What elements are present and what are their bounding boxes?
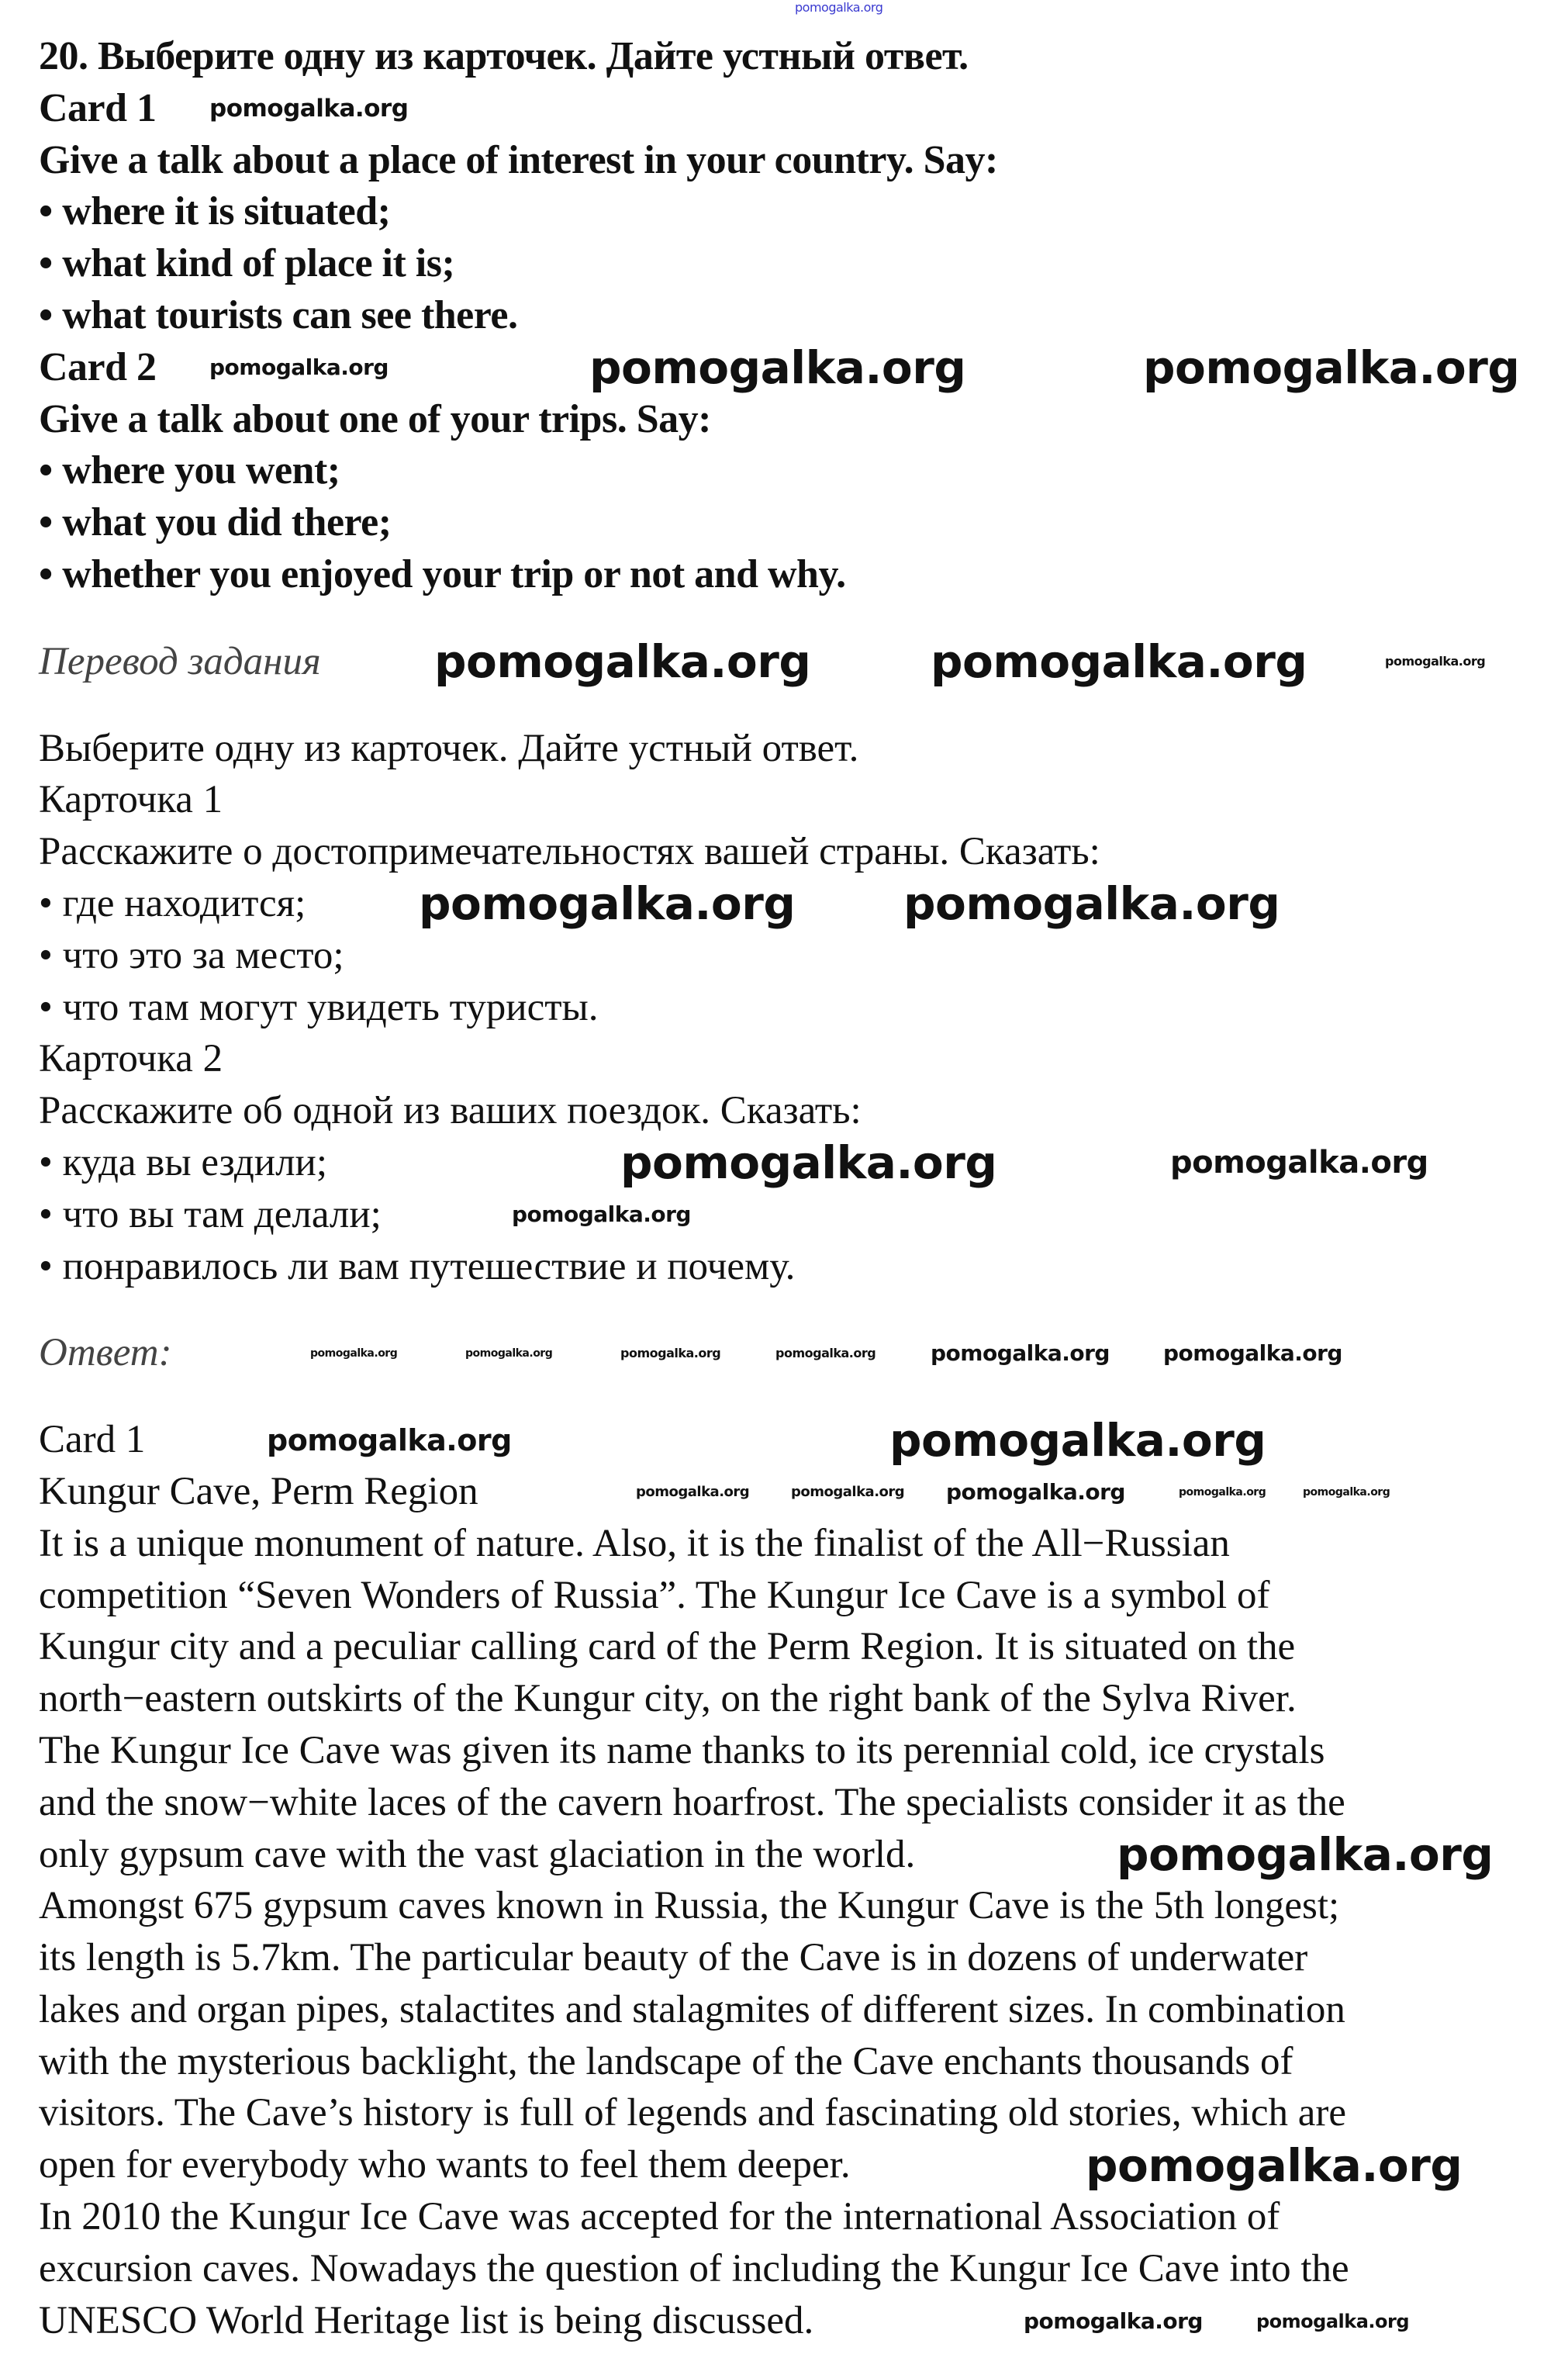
answer-line: with the mysterious backlight, the landscape of the Cave enchants thousands of: [39, 2039, 1293, 2083]
task-line: Card 2: [39, 344, 157, 389]
answer-line: excursion caves. Nowadays the question of including the Kungur Ice Cave into the: [39, 2246, 1349, 2290]
watermark: pomogalka.org: [512, 1201, 691, 1228]
task-line: Give a talk about a place of interest in your country. Say:: [39, 137, 998, 182]
watermark: pomogalka.org: [1143, 341, 1520, 395]
task-line: • what kind of place it is;: [39, 241, 455, 286]
watermark: pomogalka.org: [465, 1347, 553, 1360]
translation-line: Расскажите об одной из ваших поездок. Сказать:: [39, 1089, 862, 1133]
answer-line: open for everybody who wants to feel them deeper.: [39, 2143, 851, 2187]
answer-line: competition “Seven Wonders of Russia”. The Kungur Ice Cave is a symbol of: [39, 1573, 1270, 1617]
watermark: pomogalka.org: [1024, 2308, 1203, 2335]
watermark: pomogalka.org: [1256, 2311, 1410, 2333]
watermark: pomogalka.org: [1086, 2139, 1463, 2193]
watermark: pomogalka.org: [1163, 1340, 1342, 1367]
task-line: • where it is situated;: [39, 189, 391, 234]
watermark: pomogalka.org: [209, 94, 409, 123]
translation-line: Карточка 1: [39, 778, 223, 822]
translation-line: • что вы там делали;: [39, 1192, 382, 1236]
answer-line: visitors. The Cave’s history is full of legends and fascinating old stories, which are: [39, 2091, 1346, 2135]
answer-line: and the snow−white laces of the cavern hoarfrost. The specialists consider it as the: [39, 1780, 1345, 1824]
watermark: pomogalka.org: [1303, 1486, 1390, 1499]
answer-heading: Ответ:: [39, 1331, 172, 1375]
answer-line: UNESCO World Heritage list is being discussed.: [39, 2298, 814, 2342]
watermark: pomogalka.org: [636, 1484, 750, 1501]
answer-line: The Kungur Ice Cave was given its name thanks to its perennial cold, ice crystals: [39, 1728, 1325, 1772]
watermark: pomogalka.org: [620, 1136, 997, 1190]
answer-line: only gypsum cave with the vast glaciation in the world.: [39, 1832, 916, 1876]
translation-line: • куда вы ездили;: [39, 1140, 328, 1184]
answer-line: its length is 5.7km. The particular beauty of the Cave is in dozens of underwater: [39, 1936, 1308, 1980]
answer-line: In 2010 the Kungur Ice Cave was accepted for the international Association of: [39, 2195, 1280, 2239]
watermark: pomogalka.org: [1170, 1145, 1428, 1181]
answer-line: north−eastern outskirts of the Kungur city, on the right bank of the Sylva River.: [39, 1677, 1297, 1721]
translation-line: Выберите одну из карточек. Дайте устный ответ.: [39, 726, 859, 770]
watermark: pomogalka.org: [267, 1423, 512, 1458]
watermark: pomogalka.org: [903, 877, 1280, 931]
watermark: pomogalka.org: [620, 1346, 721, 1361]
watermark: pomogalka.org: [1385, 654, 1486, 669]
task-line: Give a talk about one of your trips. Say:: [39, 396, 711, 441]
watermark: pomogalka.org: [795, 0, 883, 15]
task-line: • whether you enjoyed your trip or not and why.: [39, 551, 846, 596]
watermark: pomogalka.org: [419, 877, 796, 931]
translation-line: • понравилось ли вам путешествие и почему.: [39, 1244, 796, 1288]
watermark: pomogalka.org: [791, 1484, 905, 1501]
watermark: pomogalka.org: [209, 354, 389, 381]
answer-line: Kungur Cave, Perm Region: [39, 1469, 478, 1513]
answer-line: Kungur city and a peculiar calling card of the Perm Region. It is situated on the: [39, 1625, 1296, 1669]
watermark: pomogalka.org: [931, 635, 1307, 689]
translation-line: • где находится;: [39, 881, 306, 925]
answer-line: Amongst 675 gypsum caves known in Russia, the Kungur Cave is the 5th longest;: [39, 1884, 1340, 1928]
watermark: pomogalka.org: [889, 1414, 1266, 1467]
task-title: 20. Выберите одну из карточек. Дайте устный ответ.: [39, 34, 969, 78]
watermark: pomogalka.org: [946, 1479, 1125, 1505]
watermark: pomogalka.org: [931, 1340, 1110, 1367]
watermark: pomogalka.org: [434, 635, 811, 689]
answer-line: It is a unique monument of nature. Also, it is the finalist of the All−Russian: [39, 1521, 1230, 1565]
translation-line: Карточка 2: [39, 1037, 223, 1081]
watermark: pomogalka.org: [1117, 1828, 1494, 1882]
translation-line: Расскажите о достопримечательностях вашей страны. Сказать:: [39, 830, 1100, 874]
task-line: • what tourists can see there.: [39, 292, 518, 337]
task-line: • what you did there;: [39, 500, 392, 545]
translation-heading: Перевод задания: [39, 639, 321, 683]
answer-line: lakes and organ pipes, stalactites and stalagmites of different sizes. In combination: [39, 1987, 1345, 2031]
watermark: pomogalka.org: [310, 1347, 398, 1360]
translation-text: [39, 723, 1559, 1293]
watermark: pomogalka.org: [1179, 1486, 1266, 1499]
translation-line: • что это за место;: [39, 933, 344, 977]
task-line: • where you went;: [39, 448, 340, 493]
watermark: pomogalka.org: [589, 341, 966, 395]
translation-line: • что там могут увидеть туристы.: [39, 985, 599, 1029]
watermark: pomogalka.org: [775, 1346, 876, 1361]
task-line: Card 1: [39, 85, 157, 130]
answer-line: Card 1: [39, 1418, 146, 1462]
